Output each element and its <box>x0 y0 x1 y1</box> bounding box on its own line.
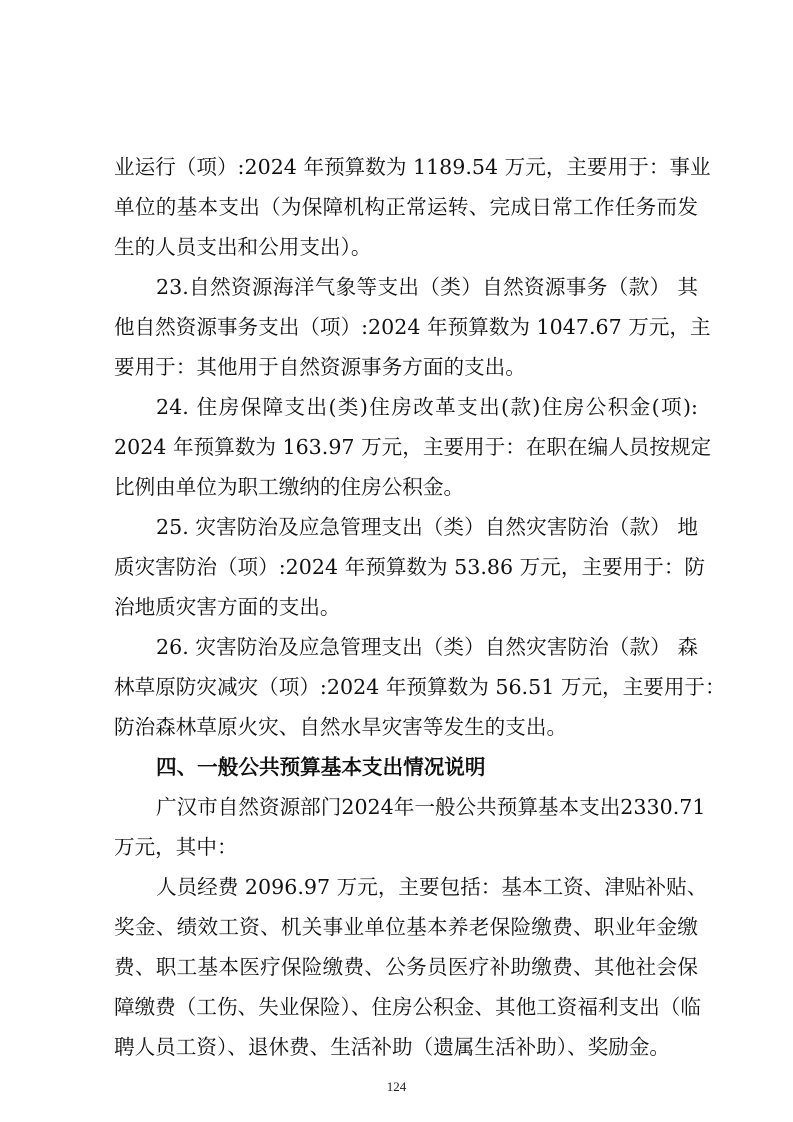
text-line: 人员经费 2096.97 万元，主要包括：基本工资、津贴补贴、 <box>156 875 708 899</box>
section-heading: 四、一般公共预算基本支出情况说明 <box>156 755 486 779</box>
text-line: 费、职工基本医疗保险缴费、公务员医疗补助缴费、其他社会保 <box>114 955 698 979</box>
text-line: 24. 住房保障支出(类)住房改革支出(款)住房公积金(项): <box>156 395 698 419</box>
text-line: 生的人员支出和公用支出）。 <box>114 235 372 259</box>
text-line: 防治森林草原火灾、自然水旱灾害等发生的支出。 <box>114 715 568 739</box>
text-line: 奖金、绩效工资、机关事业单位基本养老保险缴费、职业年金缴 <box>114 915 698 939</box>
text-line: 万元，其中： <box>114 835 238 859</box>
text-line: 25. 灾害防治及应急管理支出（类）自然灾害防治（款） 地 <box>156 515 698 539</box>
text-line: 聘人员工资）、退休费、生活补助（遗属生活补助）、奖励金。 <box>114 1035 671 1059</box>
text-line: 26. 灾害防治及应急管理支出（类）自然灾害防治（款） 森 <box>156 635 698 659</box>
text-line: 林草原防灾减灾（项）:2024 年预算数为 56.51 万元，主要用于： <box>114 675 726 699</box>
page-number: 124 <box>386 1079 407 1094</box>
text-line: 质灾害防治（项）:2024 年预算数为 53.86 万元，主要用于：防 <box>114 555 706 579</box>
text-line: 业运行（项）:2024 年预算数为 1189.54 万元，主要用于：事业 <box>114 155 711 179</box>
text-line: 23.自然资源海洋气象等支出（类）自然资源事务（款） 其 <box>156 275 698 299</box>
text-line: 他自然资源事务支出（项）:2024 年预算数为 1047.67 万元，主 <box>114 315 711 339</box>
text-line: 单位的基本支出（为保障机构正常运转、完成日常工作任务而发 <box>114 195 698 219</box>
text-line: 要用于：其他用于自然资源事务方面的支出。 <box>114 355 526 379</box>
text-line: 比例由单位为职工缴纳的住房公积金。 <box>114 475 465 499</box>
text-line: 治地质灾害方面的支出。 <box>114 595 341 619</box>
text-line: 2024 年预算数为 163.97 万元，主要用于：在职在编人员按规定 <box>114 435 712 459</box>
text-line: 障缴费（工伤、失业保险）、住房公积金、其他工资福利支出（临 <box>114 995 701 1019</box>
text-line: 广汉市自然资源部门2024年一般公共预算基本支出2330.71 <box>156 795 706 819</box>
